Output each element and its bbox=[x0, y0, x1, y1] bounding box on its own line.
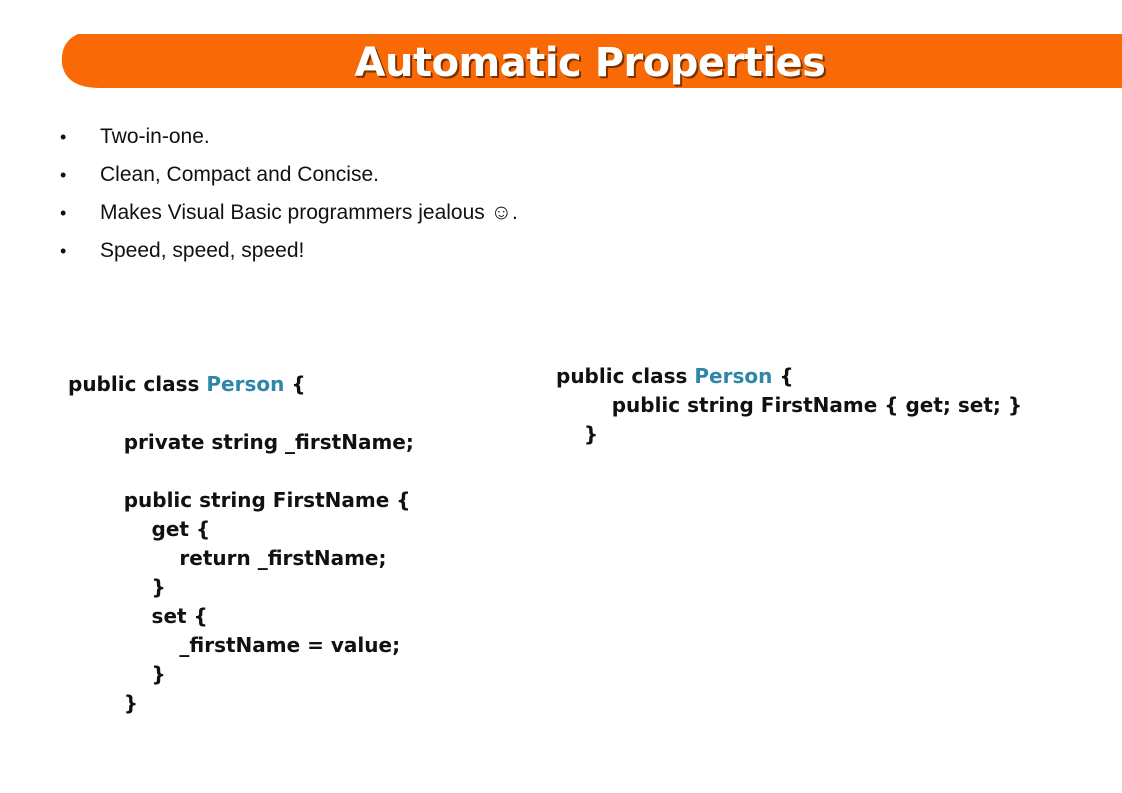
class-name: Person bbox=[206, 372, 285, 396]
bullet-list bbox=[60, 118, 518, 270]
code-line bbox=[68, 457, 414, 486]
code-keywords: public class bbox=[68, 372, 207, 396]
bullet-text: Makes Visual Basic programmers jealous ☺. bbox=[100, 201, 518, 224]
code-line bbox=[68, 370, 414, 399]
code-line bbox=[556, 362, 1022, 391]
code-line: } bbox=[556, 422, 599, 446]
slide-title: Automatic Properties bbox=[354, 40, 826, 86]
code-line: _firstName = value; bbox=[68, 633, 401, 657]
code-line: public string FirstName { get; set; } bbox=[556, 393, 1023, 417]
code-line: } bbox=[68, 575, 166, 599]
class-name: Person bbox=[694, 364, 773, 388]
bullet-text: Two-in-one. bbox=[100, 125, 210, 148]
bullet-dot: • bbox=[60, 127, 67, 147]
code-line: set { bbox=[68, 604, 208, 628]
bullet-item bbox=[60, 156, 518, 194]
code-block-explicit-property bbox=[68, 370, 414, 718]
code-line: get { bbox=[68, 517, 211, 541]
bullet-text: Clean, Compact and Concise. bbox=[100, 163, 379, 186]
bullet-dot: • bbox=[60, 203, 67, 223]
bullet-dot: • bbox=[60, 241, 67, 261]
code-line bbox=[68, 399, 414, 428]
bullet-item bbox=[60, 118, 518, 156]
bullet-item bbox=[60, 232, 518, 270]
code-line: } bbox=[68, 691, 138, 715]
code-line: return _firstName; bbox=[68, 546, 387, 570]
bullet-item bbox=[60, 194, 518, 232]
code-line: public string FirstName { bbox=[68, 488, 411, 512]
code-brace: { bbox=[284, 372, 306, 396]
code-line: } bbox=[68, 662, 166, 686]
bullet-dot: • bbox=[60, 165, 67, 185]
code-block-auto-property bbox=[556, 362, 1022, 449]
code-brace: { bbox=[772, 364, 794, 388]
code-keywords: public class bbox=[556, 364, 695, 388]
bullet-text: Speed, speed, speed! bbox=[100, 239, 305, 262]
code-line: private string _firstName; bbox=[68, 430, 414, 454]
